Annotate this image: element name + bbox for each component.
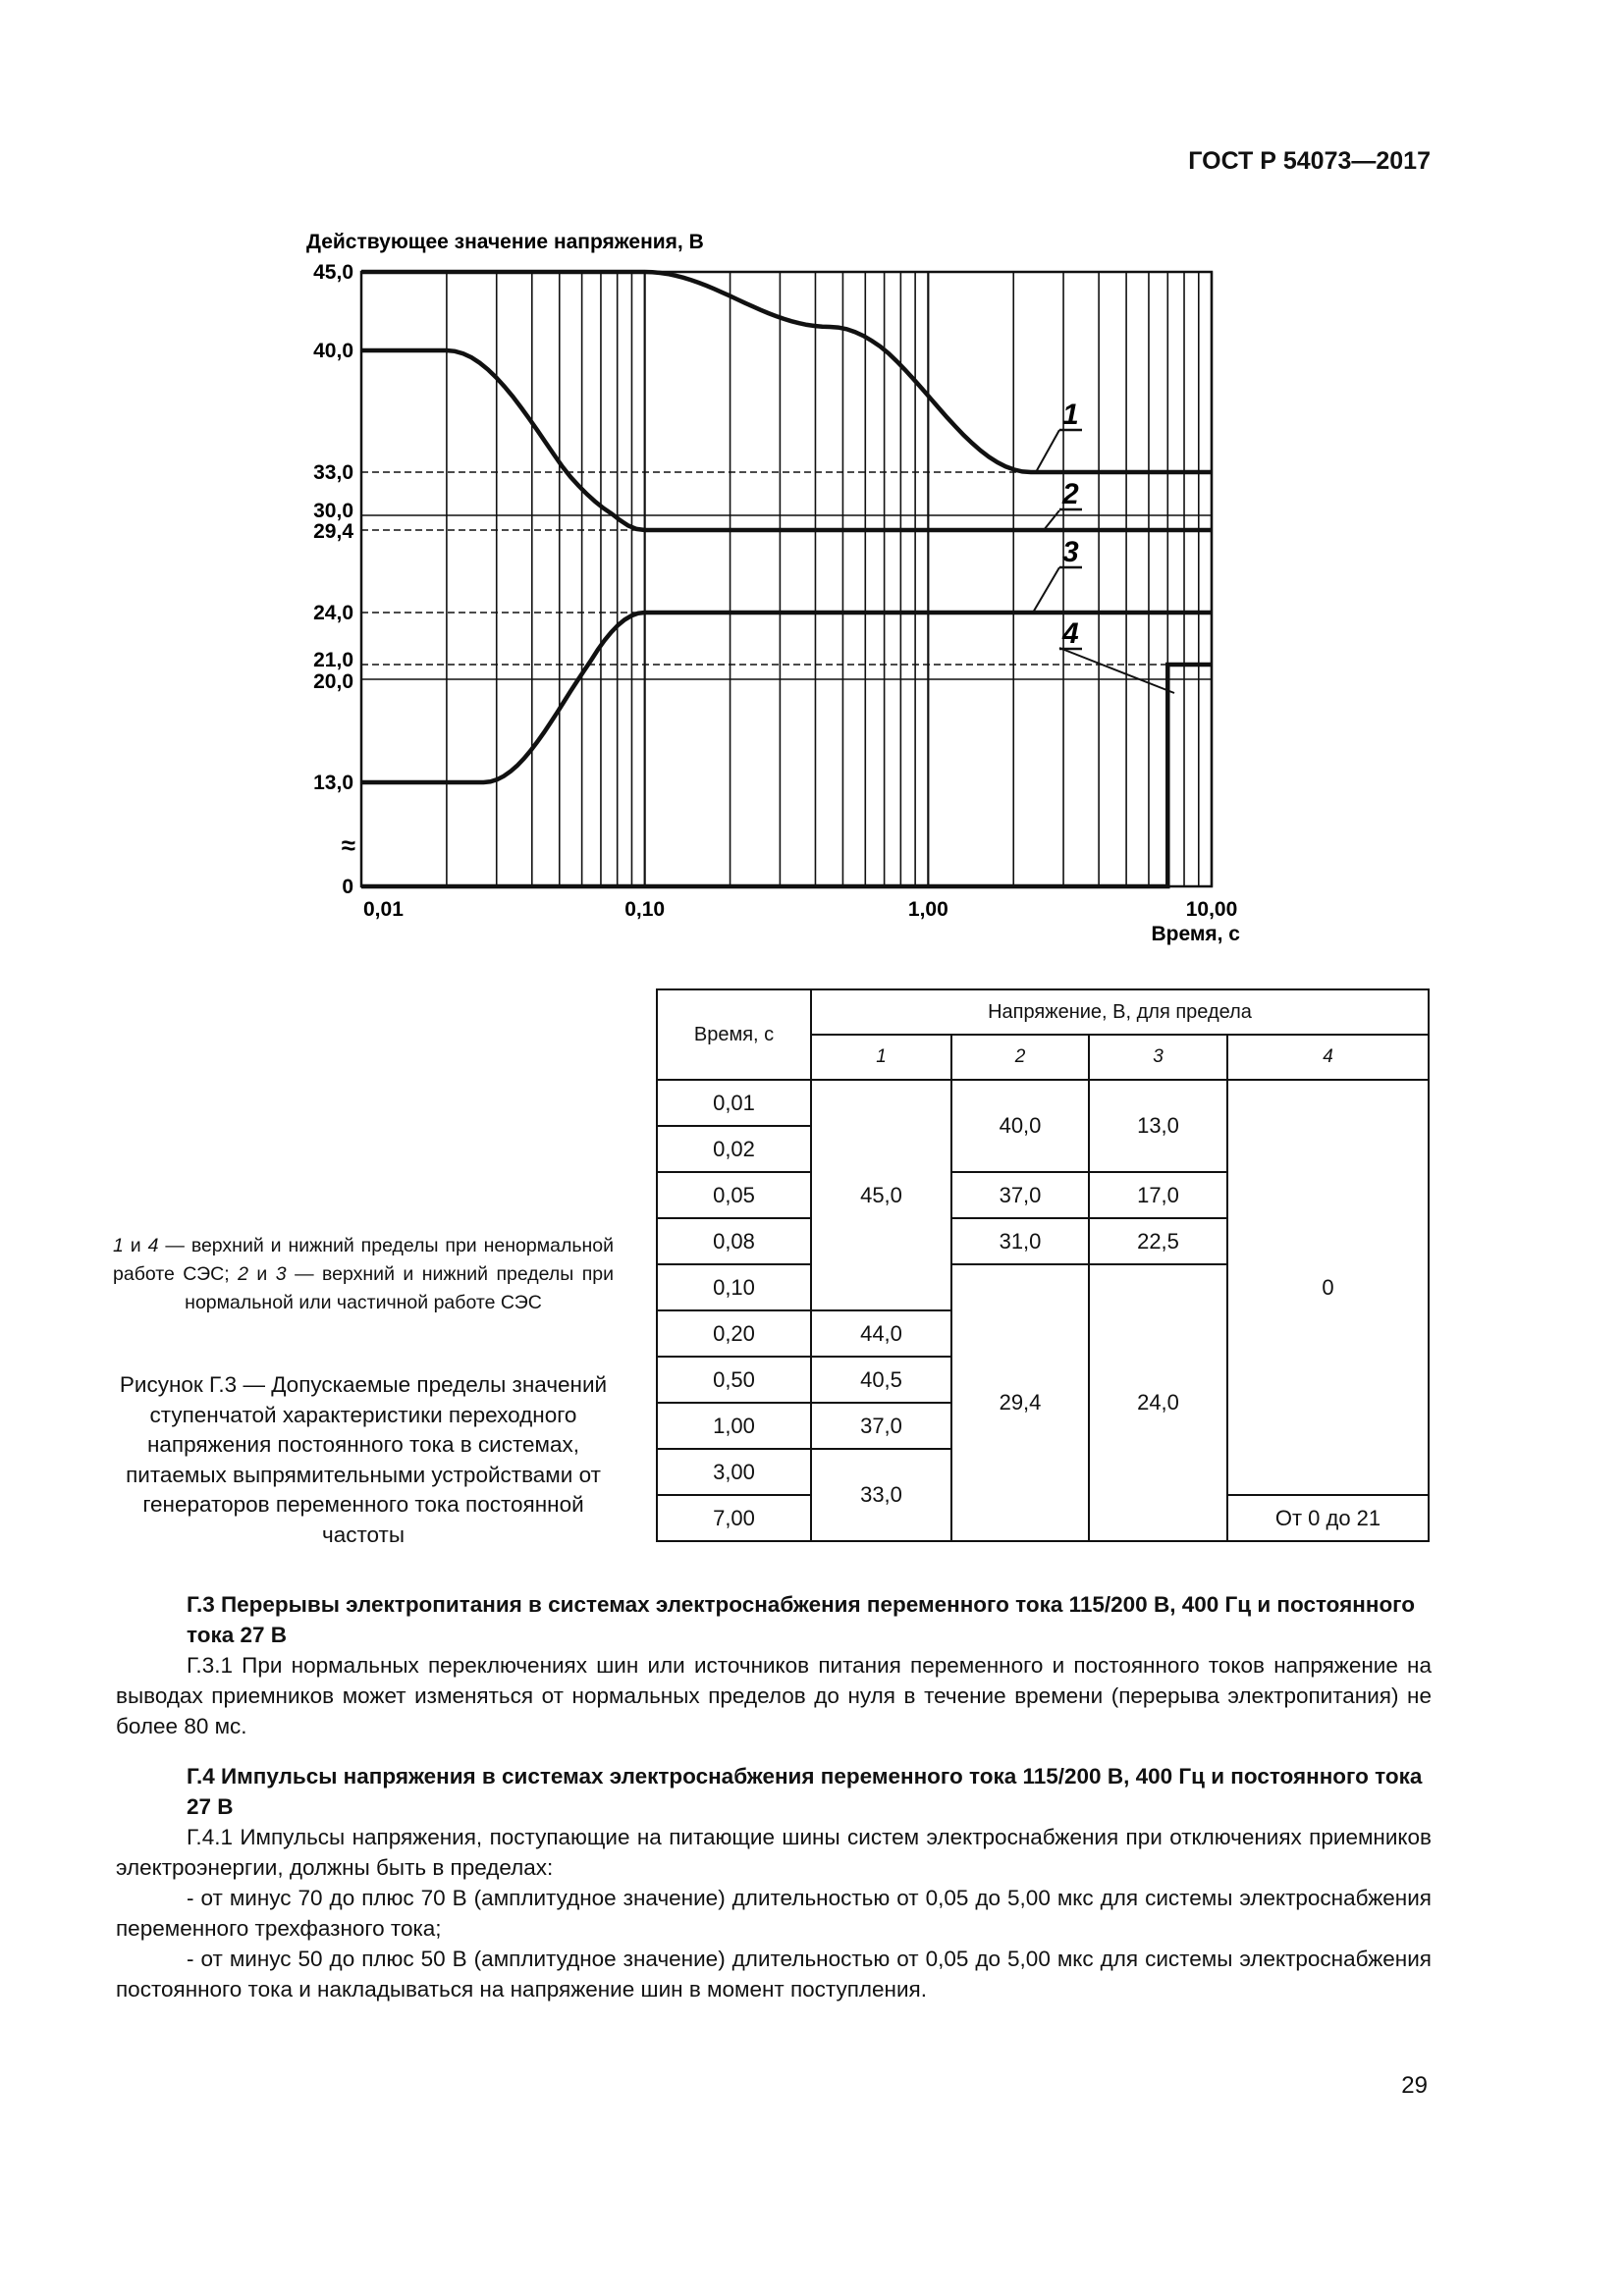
chart-curves xyxy=(361,272,1212,886)
col-time-header: Время, с xyxy=(657,989,811,1080)
time-cell: 3,00 xyxy=(657,1449,811,1495)
limit4-cell: От 0 до 21 xyxy=(1227,1495,1429,1541)
limit2-cell: 29,4 xyxy=(951,1264,1089,1541)
y-tick-label: 0 xyxy=(342,876,353,898)
x-axis-label: Время, с xyxy=(1151,923,1240,945)
time-cell: 0,10 xyxy=(657,1264,811,1310)
time-cell: 0,05 xyxy=(657,1172,811,1218)
limit3-cell: 13,0 xyxy=(1089,1080,1227,1172)
sub-header-2: 2 xyxy=(951,1035,1089,1080)
paragraph-g31: Г.3.1 При нормальных переключениях шин или источников питания переменного и постоянного токов напряжение на выводах приемников может изменяться от нормальных пределов до нуля в течение времени (перерыва электропитания) не более 80 мс. xyxy=(116,1653,1432,1738)
series-label: 4 xyxy=(1062,617,1079,650)
sub-header-4: 4 xyxy=(1227,1035,1429,1080)
time-cell: 0,02 xyxy=(657,1126,811,1172)
time-cell: 1,00 xyxy=(657,1403,811,1449)
limit2-cell: 40,0 xyxy=(951,1080,1089,1172)
y-axis-label: Действующее значение напряжения, В xyxy=(306,231,704,253)
section-g4-title: Г.4 Импульсы напряжения в системах электроснабжения переменного тока 115/200 В, 400 Гц и постоянного тока 27 В xyxy=(187,1764,1423,1819)
limit1-cell: 44,0 xyxy=(811,1310,951,1357)
x-tick-label: 0,01 xyxy=(363,898,404,921)
time-cell: 0,08 xyxy=(657,1218,811,1264)
x-tick-label: 1,00 xyxy=(907,898,948,921)
x-tick-label: 10,00 xyxy=(1185,898,1238,921)
series-2-curve xyxy=(361,350,1212,530)
series-leader-line xyxy=(1036,430,1059,472)
y-tick-label: 33,0 xyxy=(313,461,353,484)
plot-frame xyxy=(361,272,1212,886)
chart-grid xyxy=(361,272,1212,886)
section-g4 xyxy=(116,1761,1432,2004)
limit2-cell: 37,0 xyxy=(951,1172,1089,1218)
sub-header-3: 3 xyxy=(1089,1035,1227,1080)
time-cell: 7,00 xyxy=(657,1495,811,1541)
limit1-cell: 33,0 xyxy=(811,1449,951,1541)
time-cell: 0,20 xyxy=(657,1310,811,1357)
limit1-cell: 37,0 xyxy=(811,1403,951,1449)
voltage-transient-chart xyxy=(0,0,1624,982)
col-group-header: Напряжение, В, для предела xyxy=(811,989,1429,1035)
figure-legend: 1 и 4 — верхний и нижний пределы при ненормальной работе СЭС; 2 и 3 — верхний и нижний пределы при нормальной или частичной работе СЭС xyxy=(113,1235,614,1313)
series-leader-line xyxy=(1059,648,1174,693)
y-break-symbol: ≈ xyxy=(341,830,355,860)
y-tick-label: 45,0 xyxy=(313,261,353,284)
series-3-curve xyxy=(361,613,1212,782)
list-item: - от минус 50 до плюс 50 В (амплитудное значение) длительностью от 0,05 до 5,00 мкс для системы электроснабжения постоянного тока и накладываться на напряжение шин в момент поступления. xyxy=(116,1947,1432,2002)
standard-header: ГОСТ Р 54073—2017 xyxy=(1188,147,1431,175)
series-leader-line xyxy=(1044,510,1059,530)
series-label: 3 xyxy=(1062,536,1079,568)
limit3-cell: 24,0 xyxy=(1089,1264,1227,1541)
y-tick-label: 13,0 xyxy=(313,772,353,794)
limit1-cell: 40,5 xyxy=(811,1357,951,1403)
limit1-cell: 45,0 xyxy=(811,1080,951,1310)
y-tick-label: 30,0 xyxy=(313,500,353,522)
series-label: 1 xyxy=(1062,399,1079,431)
series-4-curve xyxy=(361,665,1212,886)
section-g3-title: Г.3 Перерывы электропитания в системах электроснабжения переменного тока 115/200 В, 400 Гц и постоянного тока 27 В xyxy=(187,1592,1416,1647)
list-item: - от минус 70 до плюс 70 В (амплитудное значение) длительностью от 0,05 до 5,00 мкс для системы электроснабжения переменного трехфазного тока; xyxy=(116,1886,1432,1941)
x-tick-label: 0,10 xyxy=(624,898,666,921)
limit2-cell: 31,0 xyxy=(951,1218,1089,1264)
time-cell: 0,01 xyxy=(657,1080,811,1126)
sub-header-1: 1 xyxy=(811,1035,951,1080)
figure-caption: Рисунок Г.3 — Допускаемые пределы значений ступенчатой характеристики переходного напряжения постоянного тока в системах, питаемых выпрямительными устройствами от генераторов переменного тока постоянной частоты xyxy=(119,1372,608,1547)
y-tick-label: 24,0 xyxy=(313,602,353,624)
limit3-cell: 22,5 xyxy=(1089,1218,1227,1264)
y-tick-label: 40,0 xyxy=(313,340,353,362)
paragraph-g41: Г.4.1 Импульсы напряжения, поступающие на питающие шины систем электроснабжения при отключениях приемников электроэнергии, должны быть в пределах: xyxy=(116,1825,1432,1880)
series-label: 2 xyxy=(1062,478,1079,510)
time-cell: 0,50 xyxy=(657,1357,811,1403)
y-tick-label: 29,4 xyxy=(313,520,353,543)
limit4-cell: 0 xyxy=(1227,1080,1429,1495)
y-tick-label: 20,0 xyxy=(313,670,353,693)
voltage-limits-table xyxy=(656,988,1430,1542)
y-tick-label: 21,0 xyxy=(313,649,353,671)
page-number: 29 xyxy=(1401,2072,1428,2099)
chart-series-labels xyxy=(1033,399,1174,693)
section-g3 xyxy=(116,1589,1432,1741)
limit3-cell: 17,0 xyxy=(1089,1172,1227,1218)
series-leader-line xyxy=(1033,567,1059,613)
